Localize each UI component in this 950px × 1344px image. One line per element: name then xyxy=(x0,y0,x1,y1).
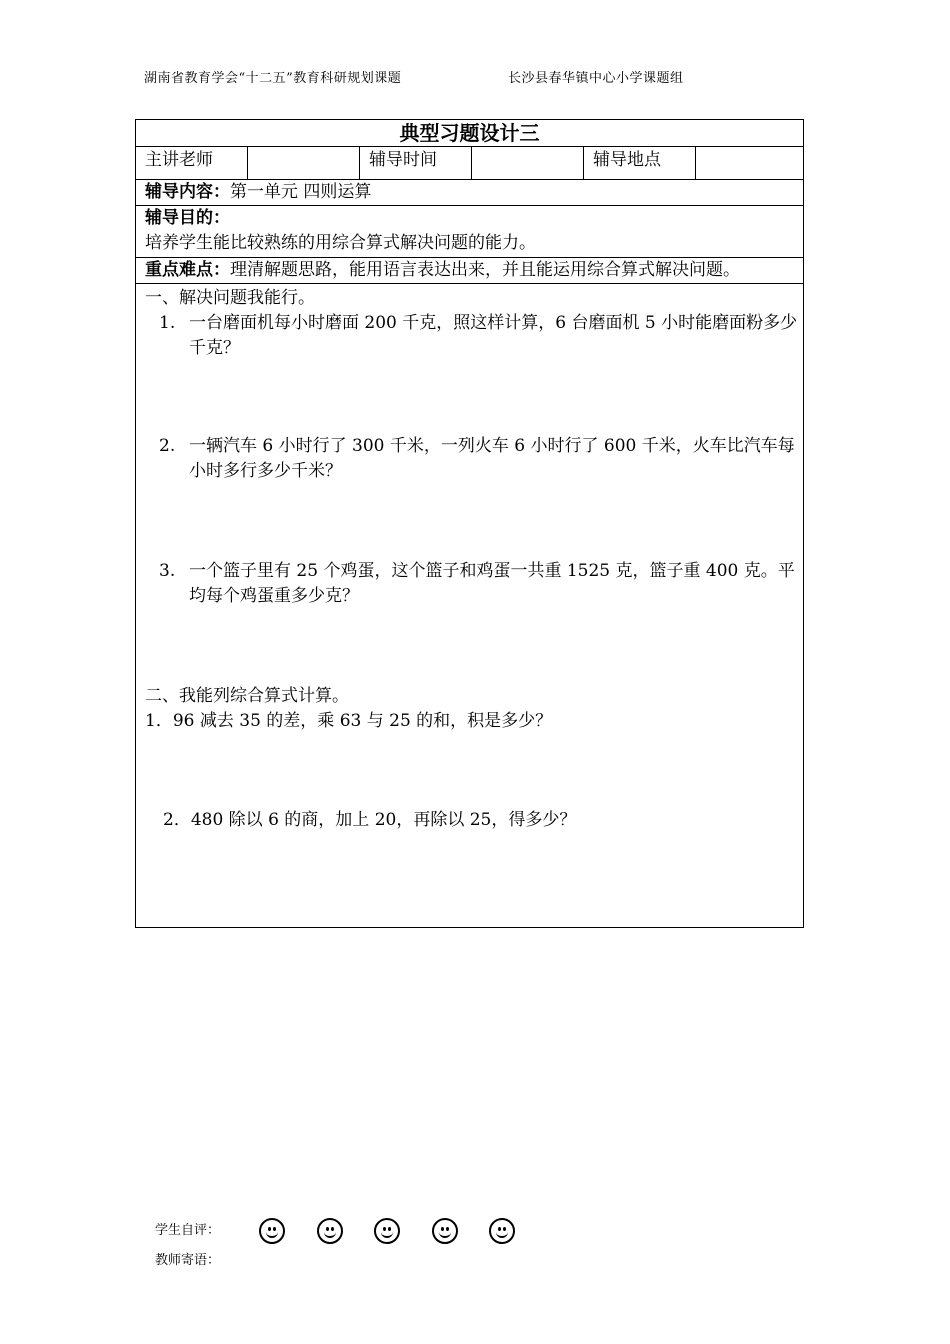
header-school-group: 长沙县春华镇中心小学课题组 xyxy=(508,71,684,86)
smiley-face-icon[interactable] xyxy=(432,1218,458,1244)
purpose-value: 培养学生能比较熟练的用综合算式解决问题的能力。 xyxy=(145,233,536,253)
key-label: 重点难点： xyxy=(145,260,230,280)
teacher-comment-label: 教师寄语： xyxy=(155,1253,221,1268)
header-project-title: 湖南省教育学会“十二五”教育科研规划课题 xyxy=(144,71,402,86)
smiley-face-icon[interactable] xyxy=(489,1218,515,1244)
meta-row xyxy=(136,147,803,180)
exercise-sheet xyxy=(135,119,804,928)
content-value: 第一单元 四则运算 xyxy=(230,182,372,202)
key-value: 理清解题思路，能用语言表达出来，并且能运用综合算式解决问题。 xyxy=(230,260,740,280)
smiley-face-icon[interactable] xyxy=(317,1218,343,1244)
question-number: 2. xyxy=(159,436,176,456)
sheet-title: 典型习题设计三 xyxy=(136,120,803,147)
place-value[interactable] xyxy=(696,147,803,179)
teacher-label: 主讲老师 xyxy=(136,147,248,179)
section1-heading: 一、解决问题我能行。 xyxy=(145,288,315,308)
place-label: 辅导地点 xyxy=(584,147,696,179)
time-label: 辅导时间 xyxy=(360,147,472,179)
question-text: 一个篮子里有 25 个鸡蛋，这个篮子和鸡蛋一共重 1525 克，篮子重 400 克。平均每个鸡蛋重多少克？ xyxy=(189,561,795,606)
question-number: 1. xyxy=(159,313,176,333)
smiley-face-icon[interactable] xyxy=(374,1218,400,1244)
content-row xyxy=(136,180,803,206)
purpose-row xyxy=(136,206,803,258)
self-eval-label: 学生自评： xyxy=(155,1223,221,1238)
time-value[interactable] xyxy=(472,147,584,179)
smiley-face-icon[interactable] xyxy=(259,1218,285,1244)
calc-question-1: 1．96 减去 35 的差，乘 63 与 25 的和，积是多少？ xyxy=(145,711,553,731)
purpose-label: 辅导目的： xyxy=(145,208,230,228)
content-label: 辅导内容： xyxy=(145,182,230,202)
section2-heading: 二、我能列综合算式计算。 xyxy=(145,686,349,706)
key-points-row xyxy=(136,258,803,284)
question-number: 3. xyxy=(159,561,176,581)
calc-question-2: 2．480 除以 6 的商，加上 20，再除以 25，得多少？ xyxy=(163,810,577,830)
question-text: 一辆汽车 6 小时行了 300 千米，一列火车 6 小时行了 600 千米，火车比汽车每小时多行多少千米？ xyxy=(189,436,795,481)
question-text: 一台磨面机每小时磨面 200 千克，照这样计算，6 台磨面机 5 小时能磨面粉多少千克？ xyxy=(189,313,798,358)
teacher-value[interactable] xyxy=(248,147,360,179)
